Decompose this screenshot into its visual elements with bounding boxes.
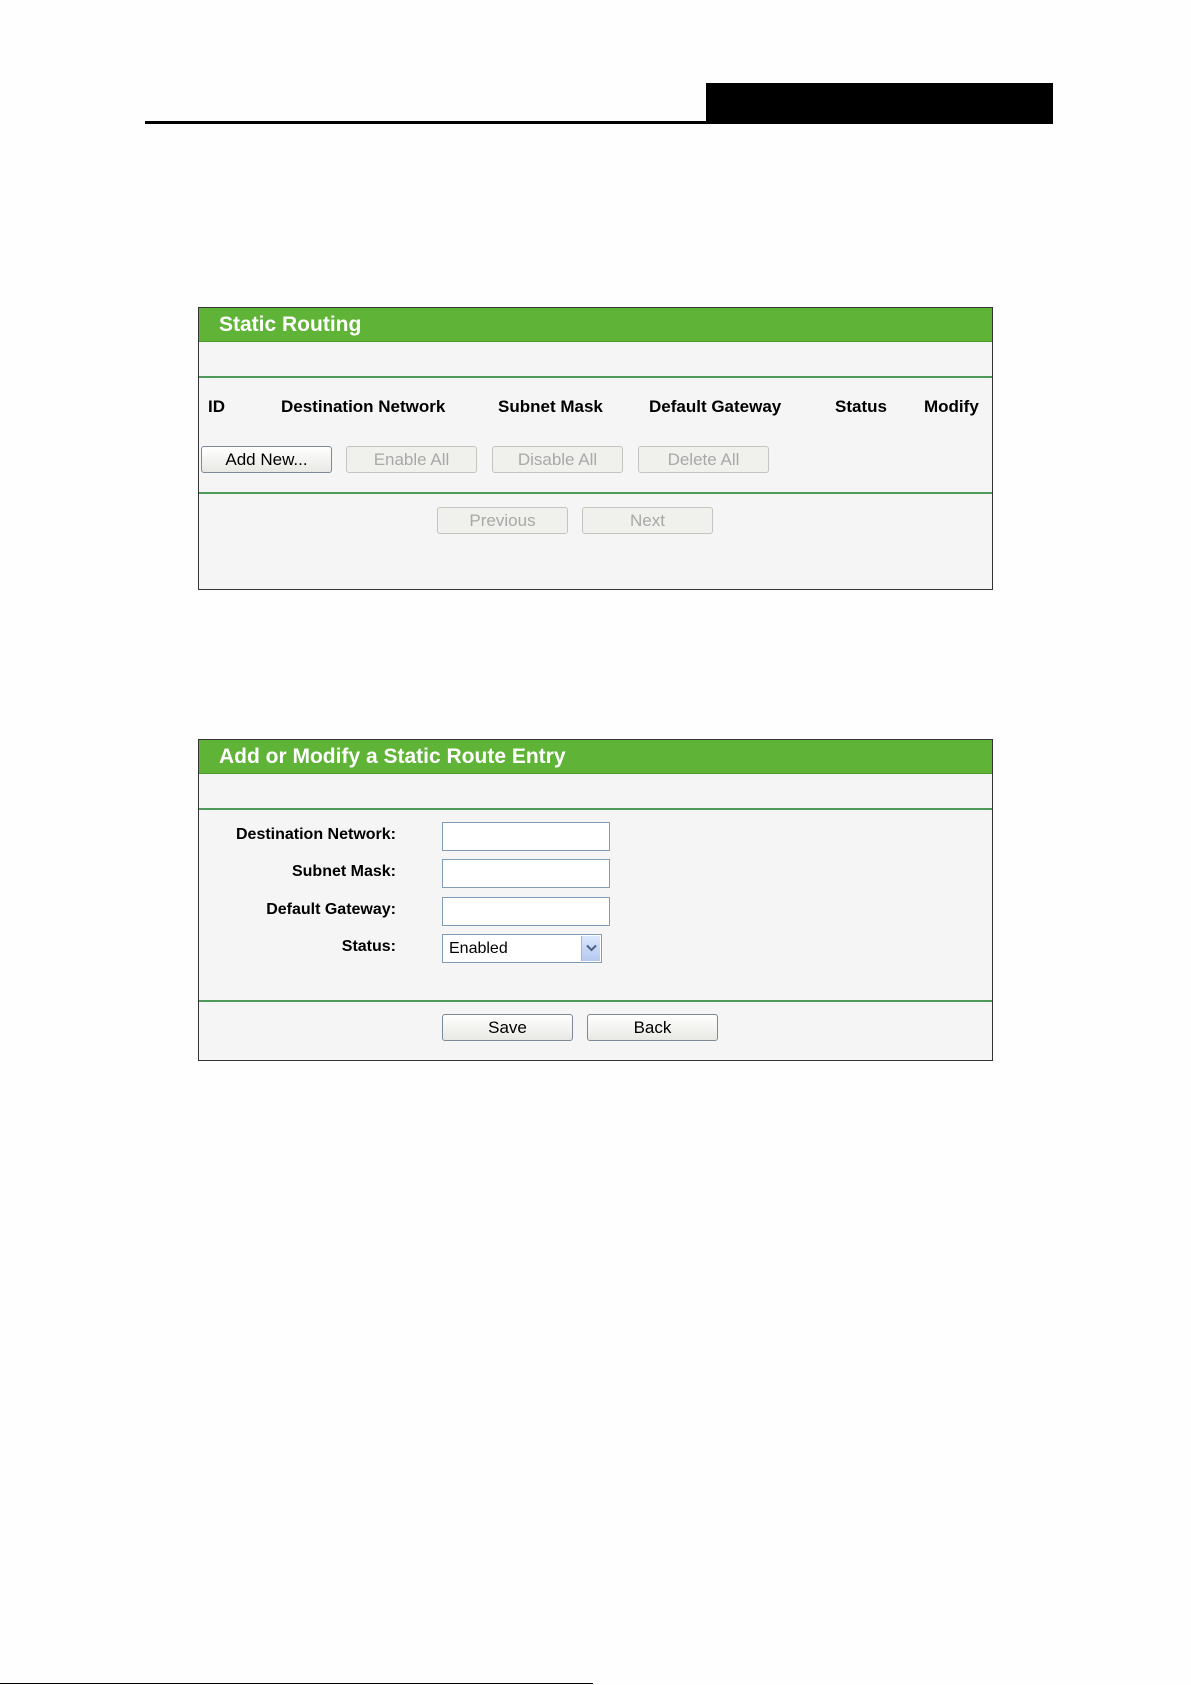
next-button[interactable]: Next: [582, 507, 713, 534]
destination-network-label: Destination Network:: [235, 826, 396, 843]
destination-network-input[interactable]: [442, 822, 610, 851]
footer-rule: [0, 1683, 593, 1684]
chevron-down-icon[interactable]: [581, 936, 600, 961]
panel-spacer: [199, 774, 992, 810]
column-default-gateway: Default Gateway: [649, 397, 782, 416]
column-modify: Modify: [924, 397, 979, 416]
default-gateway-label: Default Gateway:: [266, 901, 396, 918]
static-routing-title: Static Routing: [199, 308, 992, 342]
header-block: [706, 83, 1053, 124]
column-destination-network: Destination Network: [281, 397, 446, 416]
route-entry-actions: [199, 1000, 992, 1064]
save-button[interactable]: Save: [442, 1014, 573, 1041]
route-entry-panel: [198, 739, 993, 1061]
status-label: Status:: [341, 938, 396, 955]
pagination-bar: [199, 492, 992, 551]
subnet-mask-label: Subnet Mask:: [291, 863, 396, 880]
subnet-mask-input[interactable]: [442, 859, 610, 888]
back-button[interactable]: Back: [587, 1014, 718, 1041]
status-select-value: Enabled: [449, 940, 508, 957]
route-table-header: [199, 378, 992, 438]
previous-button[interactable]: Previous: [437, 507, 568, 534]
default-gateway-input[interactable]: [442, 897, 610, 926]
column-id: ID: [208, 397, 225, 416]
status-select[interactable]: [442, 934, 602, 963]
route-actions: [199, 438, 992, 492]
panel-spacer: [199, 342, 992, 378]
route-entry-title: Add or Modify a Static Route Entry: [199, 740, 992, 774]
disable-all-button[interactable]: Disable All: [492, 446, 623, 473]
enable-all-button[interactable]: Enable All: [346, 446, 477, 473]
route-entry-form: [199, 810, 992, 1000]
add-new-button[interactable]: Add New...: [201, 446, 332, 473]
delete-all-button[interactable]: Delete All: [638, 446, 769, 473]
column-status: Status: [835, 397, 887, 416]
column-subnet-mask: Subnet Mask: [498, 397, 603, 416]
static-routing-panel: [198, 307, 993, 590]
